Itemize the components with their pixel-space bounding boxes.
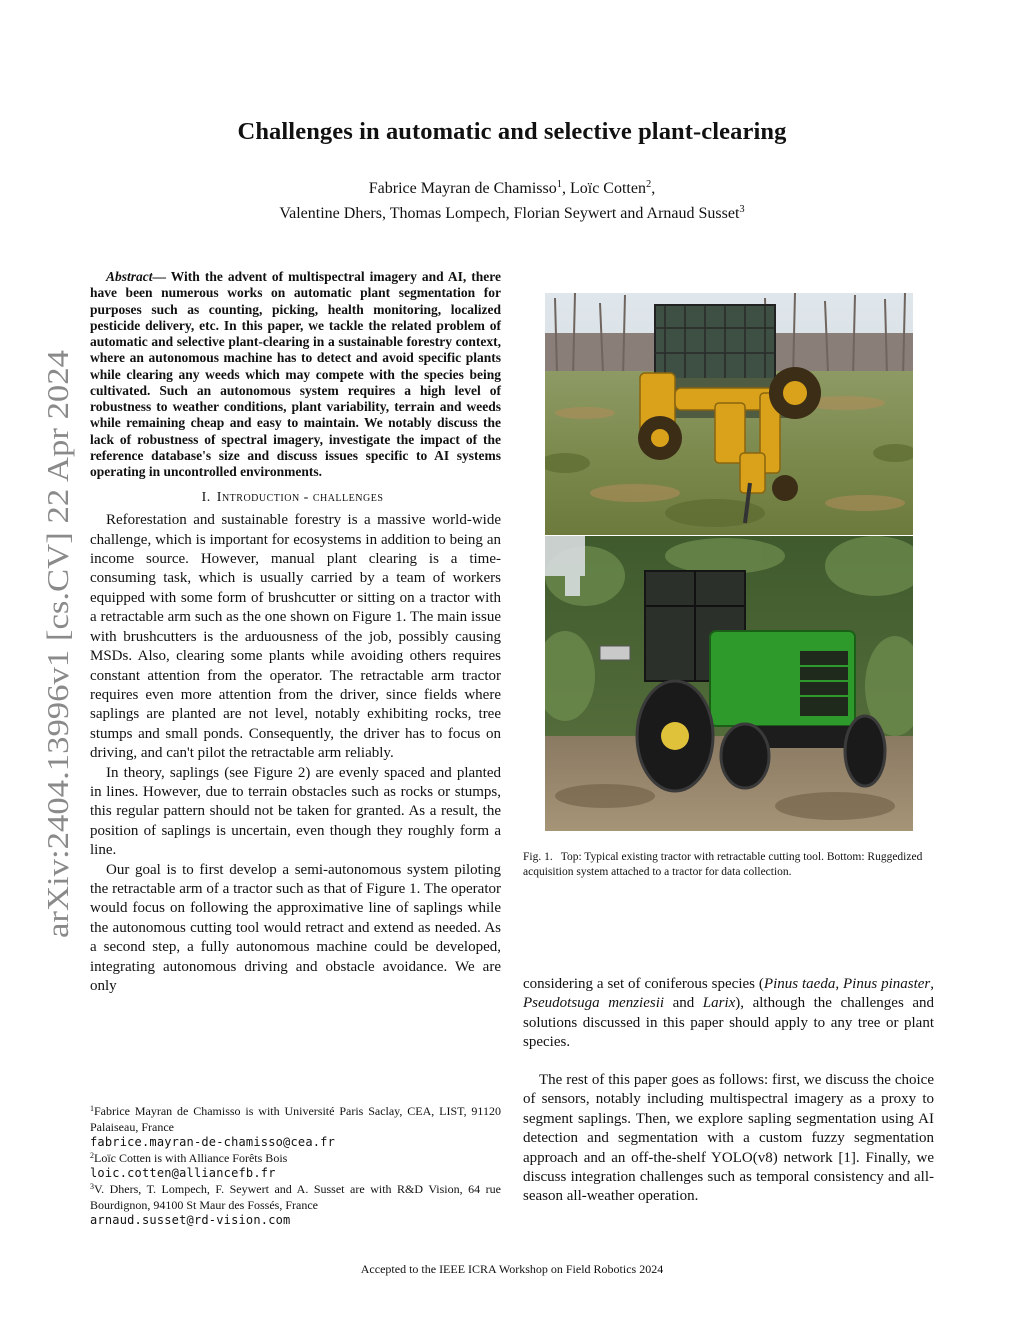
caption-text: Top: Typical existing tractor with retractable cutting tool. Bottom: Ruggedized acquisition system attached to a tractor for data collection. — [523, 851, 923, 878]
abstract-label: Abstract — [106, 269, 153, 284]
text-run: considering a set of coniferous species ( — [523, 976, 764, 992]
footnote-mark: 3 — [90, 1181, 94, 1191]
text-run: , — [930, 976, 935, 992]
page-footer: Accepted to the IEEE ICRA Workshop on Field Robotics 2024 — [360, 1262, 664, 1276]
arxiv-stamp-text: arXiv:2404.13996v1 [cs.CV] 22 Apr 2024 — [40, 412, 75, 938]
species-name: Pinus taeda — [763, 976, 836, 992]
figure-photo-acquisition-tractor — [545, 536, 913, 831]
affiliation-mark: 1 — [556, 179, 562, 190]
species-name: Pinus pinaster — [843, 976, 931, 992]
footnote — [90, 1182, 501, 1229]
text-run: and — [664, 995, 703, 1012]
abstract-dash: — — [152, 269, 171, 284]
body-paragraph: In theory, saplings (see Figure 2) are evenly spaced and planted in lines. However, due to terrain obstacles such as rocks or stumps, this regular pattern should not be taken for granted. As a result, the position of saplings is uncertain, even though they roughly form a line. — [90, 764, 501, 859]
right-column-paragraph — [523, 1071, 934, 1207]
section-title: Introduction - challenges — [216, 490, 384, 506]
body-paragraph: Reforestation and sustainable forestry is a massive world-wide challenge, which is important for ecosystems in addition to being an income source. However, manual plant clearing is a time-consuming task, which is usually carried by a team of workers equipped with some form of brushcutter or sitting on a tractor with a retractable arm such as the one shown on Figure 1. The main issue with brushcutters is the arduousness of the job, possibly causing MSDs. Also, clearing some plants while avoiding others requires constant attention from the operator. The retractable arm tractor requires even more attention from the driver, since fields where saplings are planted are not level, notably exhibiting rocks, tree stumps and small ponds. Consequently, the driver has to focus on driving, and can't pilot the retractable arm reliably. — [90, 512, 501, 762]
section-number: I. — [201, 490, 211, 506]
footnote-mark: 2 — [90, 1150, 94, 1160]
footnote-mark: 1 — [90, 1104, 94, 1113]
paper-title: Challenges in automatic and selective plant-clearing — [237, 118, 787, 145]
species-name: Pseudotsuga menziesii — [523, 995, 665, 1012]
body-paragraph — [523, 975, 934, 1053]
footnote — [90, 1151, 501, 1182]
affiliation-mark: 2 — [645, 179, 652, 190]
arxiv-identifier-stamp — [30, 348, 82, 938]
author-line-2 — [0, 201, 1024, 226]
author-line-1 — [0, 176, 1024, 201]
author-separator: , — [651, 180, 656, 197]
figure-label: Fig. 1. — [523, 851, 553, 863]
author-names: Valentine Dhers, Thomas Lompech, Florian Seywert and Arnaud Susset — [279, 205, 740, 222]
affiliation-mark: 3 — [739, 204, 745, 215]
email-address: arnaud.susset@rd-vision.com — [90, 1213, 291, 1228]
left-column — [90, 269, 501, 996]
body-paragraph: Our goal is to first develop a semi-autonomous system piloting the retractable arm of a tractor such as that of Figure 1. The operator would focus on following the approximative line of saplings while the autonomous cutting tool would retract and extend as needed. As a second step, a fully autonomous machine could be developed, integrating autonomous driving and obstacle avoidance. We are only — [90, 861, 501, 994]
footnote-text: Loïc Cotten is with Alliance Forêts Bois — [94, 1150, 288, 1165]
footnote-text: V. Dhers, T. Lompech, F. Seywert and A. Susset are with R&D Vision, 64 rue Bourdignon, 94100 St Maur des Fossés, France — [90, 1181, 501, 1212]
footnote — [90, 1104, 501, 1151]
figure-photo-retractable-arm-tractor — [545, 293, 913, 535]
introduction-body — [90, 511, 501, 996]
abstract-text: With the advent of multispectral imagery and AI, there have been numerous works on automatic plant segmentation for purposes such as counting, picking, health monitoring, localized pesticide delivery, etc. In this paper, we tackle the related problem of automatic and selective plant-clearing in a sustainable forestry context, where an autonomous machine has to detect and avoid specific plants while clearing any weeds which may compete with the species being cultivated. Such an autonomous system requires a high level of robustness to weather conditions, plant variability, terrain and weeds while remaining cheap and easy to maintain. We notably discuss the lack of robustness of spectral imagery, investigate the impact of the reference database's size and discuss issues specific to AI systems operating in uncontrolled environments. — [90, 269, 501, 479]
text-run: , — [835, 976, 844, 992]
author-list — [0, 176, 1024, 226]
author-footnotes — [90, 1104, 501, 1229]
right-column-paragraph — [523, 975, 934, 1053]
body-paragraph: The rest of this paper goes as follows: first, we discuss the choice of sensors, notably including multispectral imagery as a proxy to segment saplings. Then, we explore sapling segmentation using AI detection and segmentation with a custom fuzzy segmentation approach and an off-the-shelf YOLO(v8) network [1]. Finally, we discuss integration challenges such as temporal consistency and all-season all-weather operation. — [523, 1072, 934, 1205]
email-address: fabrice.mayran-de-chamisso@cea.fr — [90, 1135, 336, 1150]
email-address: loic.cotten@alliancefb.fr — [90, 1166, 276, 1181]
figure-caption — [523, 850, 934, 880]
abstract — [90, 269, 501, 480]
species-name: Larix — [702, 995, 736, 1012]
author-name: Fabrice Mayran de Chamisso — [368, 180, 557, 197]
footnote-text: Fabrice Mayran de Chamisso is with Université Paris Saclay, CEA, LIST, 91120 Palaiseau, France — [90, 1104, 501, 1134]
author-separator: , — [561, 180, 570, 197]
text-run: ), although the challenges and solutions discussed in this paper should apply to any tree or plant species. — [523, 995, 934, 1051]
section-heading — [90, 490, 501, 506]
author-name: Loïc Cotten — [569, 180, 646, 197]
